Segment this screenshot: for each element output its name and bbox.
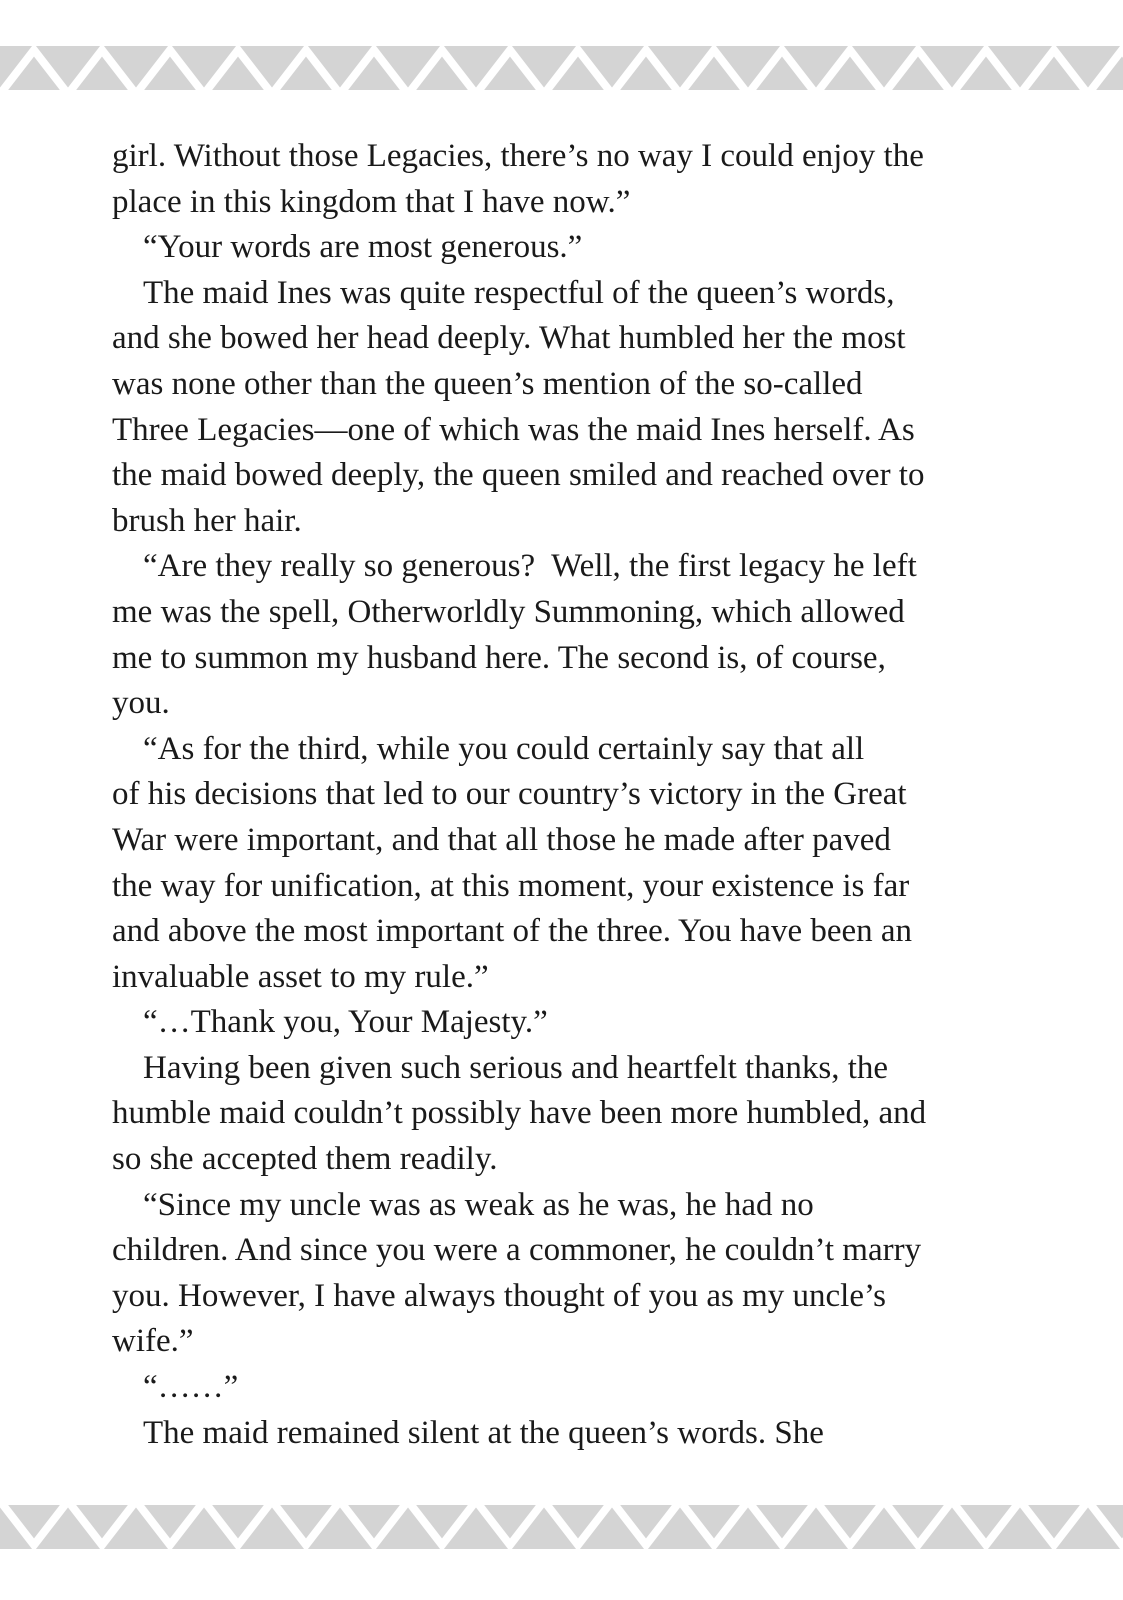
paragraph [112,1411,1012,1457]
text-line: invaluable asset to my rule.” [112,958,489,995]
text-line: you. However, I have always thought of you as my uncle’s [112,1277,887,1314]
text-line: The maid Ines was quite respectful of the queen’s words, [143,274,895,311]
text-line: place in this kingdom that I have now.” [112,183,631,220]
text-line: “……” [143,1369,239,1406]
text-line: the maid bowed deeply, the queen smiled and reached over to [112,457,925,494]
text-line: and above the most important of the three. You have been an [112,913,913,950]
paragraph [112,225,1012,271]
paragraph [112,1183,1012,1365]
paragraph [112,1000,1012,1046]
text-line: “Are they really so generous? Well, the first legacy he left [143,548,917,585]
triangle-border-top [0,46,1123,90]
text-line: so she accepted them readily. [112,1141,498,1178]
text-line: and she bowed her head deeply. What humbled her the most [112,320,906,357]
paragraph [112,1365,1012,1411]
text-line: of his decisions that led to our country’s victory in the Great [112,776,907,813]
paragraph [112,134,1012,225]
text-line: “Since my uncle was as weak as he was, he had no [143,1186,814,1223]
text-line: you. [112,685,170,722]
text-line: the way for unification, at this moment, your existence is far [112,867,910,904]
text-line: was none other than the queen’s mention of the so-called [112,365,863,402]
text-line: wife.” [112,1323,194,1360]
text-line: brush her hair. [112,502,302,539]
text-line: Three Legacies—one of which was the maid Ines herself. As [112,411,915,448]
text-line: me was the spell, Otherworldly Summoning, which allowed [112,593,905,630]
paragraph [112,1046,1012,1183]
text-line: humble maid couldn’t possibly have been more humbled, and [112,1095,927,1132]
text-line: War were important, and that all those he made after paved [112,821,891,858]
text-line: “As for the third, while you could certainly say that all [143,730,865,767]
text-line: Having been given such serious and heartfelt thanks, the [143,1049,889,1086]
text-line: “Your words are most generous.” [143,229,583,266]
text-line: The maid remained silent at the queen’s words. She [143,1414,824,1451]
paragraph [112,727,1012,1001]
page-text [112,134,1012,1456]
triangle-border-bottom [0,1505,1123,1549]
text-line: me to summon my husband here. The second is, of course, [112,639,886,676]
text-line: girl. Without those Legacies, there’s no way I could enjoy the [112,138,924,174]
paragraph [112,544,1012,726]
paragraph [112,271,1012,545]
text-line: children. And since you were a commoner, he couldn’t marry [112,1232,922,1269]
text-line: “…Thank you, Your Majesty.” [143,1004,548,1041]
